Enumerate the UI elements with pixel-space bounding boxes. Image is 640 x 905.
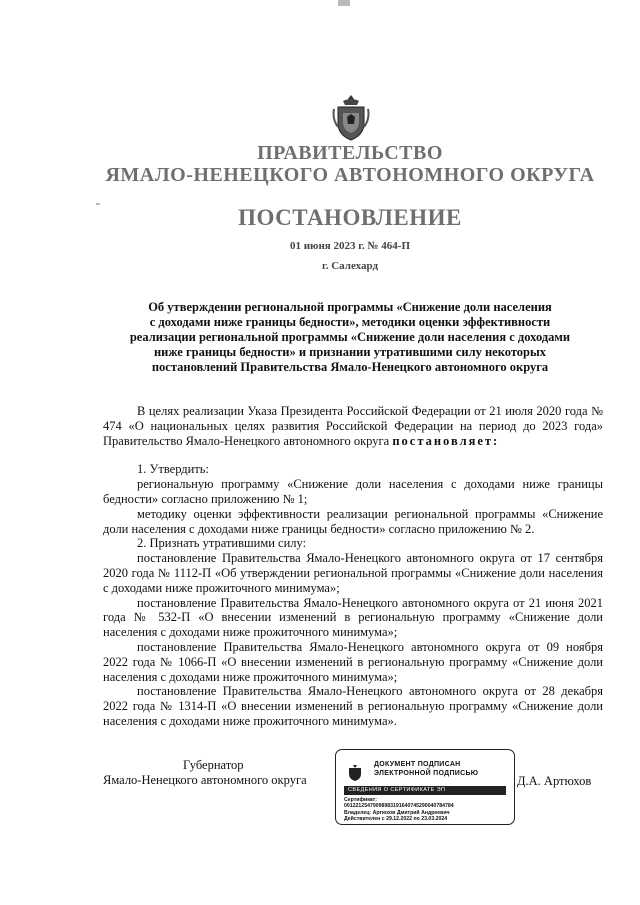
stamp-title-line1: ДОКУМЕНТ ПОДПИСАН xyxy=(374,761,461,768)
signatory-name: Д.А. Артюхов xyxy=(517,774,592,788)
government-name-line2: ЯМАЛО-НЕНЕЦКОГО АВТОНОМНОГО ОКРУГА xyxy=(105,164,595,186)
item-1: 1. Утвердить: xyxy=(137,462,209,477)
item-2: 2. Признать утратившими силу: xyxy=(137,536,307,551)
cert-owner: Владелец: Артюхов Дмитрий Андреевич xyxy=(344,809,450,816)
stamp-certificate-info xyxy=(344,797,454,823)
item-2d: постановление Правительства Ямало-Ненецкого автономного округа от 28 декабря 2022 года № 1314-П «О внесении изменений в региональную программу «Снижение доли населения с доходами ниже прожиточного минимума». xyxy=(103,684,603,728)
scan-artifact xyxy=(338,0,350,6)
heading-line: Об утверждении региональной программы «Снижение доли населения xyxy=(148,300,552,314)
heading-line: постановлений Правительства Ямало-Ненецкого автономного округа xyxy=(151,360,549,374)
stamp-header xyxy=(340,754,512,784)
item-2c: постановление Правительства Ямало-Ненецкого автономного округа от 09 ноября 2022 года № 1066-П «О внесении изменений в региональную программу «Снижение доли населения с доходами ниже прожиточного минимума»; xyxy=(103,639,603,684)
document-date-number: 01 июня 2023 г. № 464-П xyxy=(289,240,411,252)
document-city: г. Салехард xyxy=(321,260,379,272)
coat-of-arms-icon xyxy=(331,93,371,143)
heading-line: ниже границы бедности» и признании утратившими силу некоторых xyxy=(153,345,547,359)
heading-line: реализации региональной программы «Снижение доли населения с доходами xyxy=(129,330,571,344)
electronic-signature-stamp xyxy=(335,749,515,825)
stamp-certificate-bar: СВЕДЕНИЯ О СЕРТИФИКАТЕ ЭП xyxy=(344,786,506,795)
intro-text: В целях реализации Указа Президента Российской Федерации от 21 июля 2020 года № 474 «О национальных целях развития Российской Федерации на период до 2023 года» Правительство Ямало-Ненецкого автономного округа xyxy=(103,404,603,448)
resolves-word: постановляет: xyxy=(392,433,500,448)
heading-line: с доходами ниже границы бедности», методики оценки эффективности xyxy=(149,315,551,329)
position-line2: Ямало-Ненецкого автономного округа xyxy=(103,773,307,787)
stamp-title xyxy=(374,760,478,778)
cert-number: 00122125479098983191640745290040784784 xyxy=(344,803,454,810)
item-1b: методику оценки эффективности реализации региональной программы «Снижение доли населения с доходами ниже границы бедности» согласно приложению № 2. xyxy=(103,506,603,536)
signatory-position xyxy=(103,758,307,788)
cert-label: Сертификат: xyxy=(344,797,377,803)
item-2b: постановление Правительства Ямало-Ненецкого автономного округа от 21 июня 2021 года № 532-П «О внесении изменений в региональную программу «Снижение доли населения с доходами ниже прожиточного минимума»; xyxy=(103,595,603,640)
item-1a: региональную программу «Снижение доли населения с доходами ниже границы бедности» согласно приложению № 1; xyxy=(103,477,603,506)
stamp-title-line2: ЭЛЕКТРОННОЙ ПОДПИСЬЮ xyxy=(374,770,479,777)
intro-paragraph xyxy=(103,404,603,448)
document-heading xyxy=(100,300,600,375)
position-line1: Губернатор xyxy=(183,758,244,772)
cert-valid: Действителен с 29.12.2022 по 23.03.2024 xyxy=(344,816,448,823)
document-body xyxy=(103,404,603,729)
government-name-line1: ПРАВИТЕЛЬСТВО xyxy=(257,142,443,164)
item-2a: постановление Правительства Ямало-Ненецкого автономного округа от 17 сентября 2020 года № 1112-П «Об утверждении региональной программы «Снижение доли населения с доходами ниже прожиточного минимума»; xyxy=(103,551,603,595)
emblem-icon xyxy=(348,764,362,782)
document-type-title: ПОСТАНОВЛЕНИЕ xyxy=(238,205,462,230)
scan-artifact xyxy=(96,203,100,205)
